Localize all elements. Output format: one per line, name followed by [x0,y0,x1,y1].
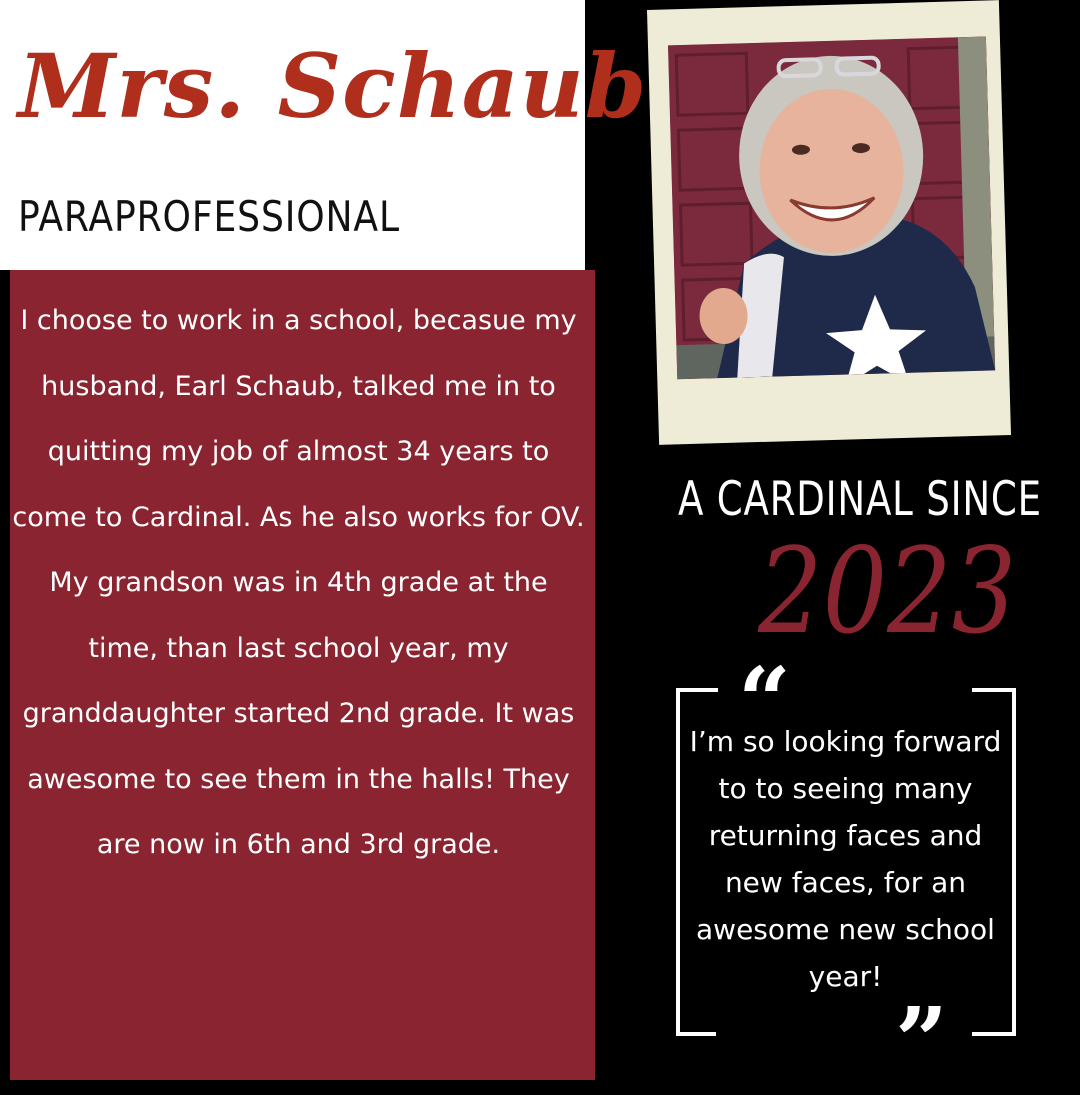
close-quote-icon: ” [895,987,948,1095]
open-quote-icon: “ [738,647,791,755]
since-year: 2023 [758,522,1017,660]
staff-role: PARAPROFESSIONAL [18,192,400,241]
staff-name-title: Mrs. Schaub [18,34,648,138]
staff-photo [668,37,995,380]
cardinal-since-label: A CARDINAL SINCE [678,472,1042,527]
polaroid-frame [647,0,1011,445]
staff-photo-illustration [668,37,995,380]
story-text: I choose to work in a school, becasue my husband, Earl Schaub, talked me in to quitting my job of almost 34 years to come to Cardinal. As he also works for OV. My grandson was in 4th grade at the time, than last school year, my granddaughter started 2nd grade. It was awesome to see them in the halls! They are now in 6th and 3rd grade. [12,305,585,860]
quote-text: I’m so looking forward to to seeing many returning faces and new faces, for an awesome new school year! [689,725,1002,993]
